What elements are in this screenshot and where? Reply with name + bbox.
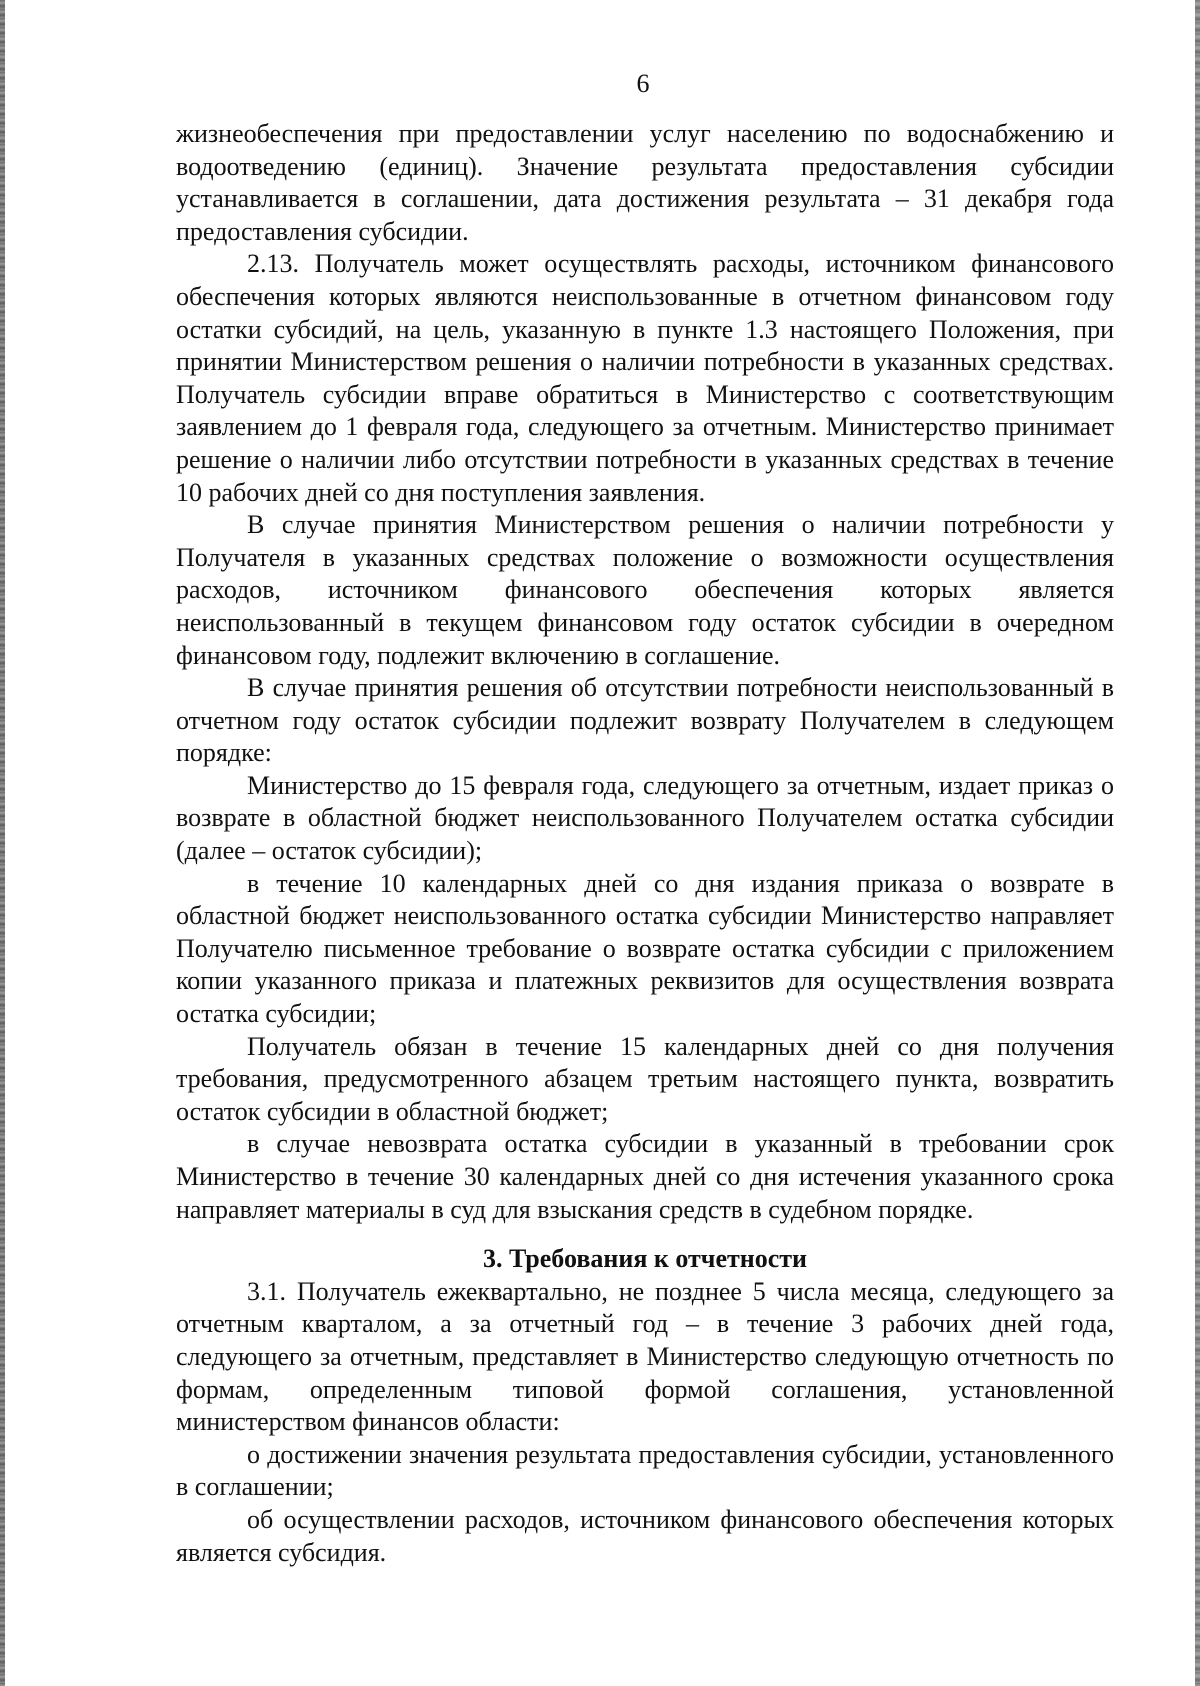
paragraph-return-obligation: Получатель обязан в течение 15 календарных дней со дня получения требования, предусмотренного абзацем третьим настоящего пункта, возвратить остаток субсидии в областной бюджет;	[176, 1031, 1114, 1126]
scan-edge-left	[0, 0, 5, 1686]
page-number: 6	[636, 69, 650, 98]
paragraph-continuation: жизнеобеспечения при предоставлении услуг населению по водоснабжению и водоотведению (единиц). Значение результата предоставления субсидии устанавливается в соглашении, дата достижения результата – 31 декабря года предоставления субсидии.	[176, 119, 1114, 246]
paragraph-2-13: 2.13. Получатель может осуществлять расходы, источником финансового обеспечения которых являются неиспользованные в отчетном финансовом году остатки субсидий, на цель, указанную в пункте 1.3 настоящего Положения, при принятии Министерством решения о наличии потребности в указанных средствах. Получатель субсидии вправе обратиться в Министерство с соответствующим заявлением до 1 февраля года, следующего за отчетным. Министерство принимает решение о наличии либо отсутствии потребности в указанных средствах в течение 10 рабочих дней со дня поступления заявления.	[176, 249, 1114, 507]
paragraph-no-need: В случае принятия решения об отсутствии потребности неиспользованный в отчетном году остаток субсидии подлежит возврату Получателем в следующем порядке:	[176, 673, 1114, 768]
paragraph-result-report: о достижении значения результата предоставления субсидии, установленного в соглашении;	[176, 1439, 1114, 1502]
paragraph-need-decision: В случае принятия Министерством решения о наличии потребности у Получателя в указанных средствах положение о возможности осуществления расходов, источником финансового обеспечения которых является неиспользованный в текущем финансовом году остаток субсидии в очередном финансовом году, подлежит включению в соглашение.	[176, 510, 1114, 670]
paragraph-3-1: 3.1. Получатель ежеквартально, не позднее 5 числа месяца, следующего за отчетным кварталом, а за отчетный год – в течение 3 рабочих дней года, следующего за отчетным, представляет в Министерство следующую отчетность по формам, определенным типовой формой соглашения, установленной министерством финансов области:	[176, 1276, 1114, 1437]
paragraph-court: в случае невозврата остатка субсидии в указанный в требовании срок Министерство в течение 30 календарных дней со дня истечения указанного срока направляет материалы в суд для взыскания средств в судебном порядке.	[176, 1129, 1114, 1224]
paragraph-expense-report: об осуществлении расходов, источником финансового обеспечения которых является субсидия.	[176, 1504, 1114, 1567]
section-heading-reporting: 3. Требования к отчетности	[482, 1244, 808, 1274]
paragraph-written-demand: в течение 10 календарных дней со дня издания приказа о возврате в областной бюджет неиспользованного остатка субсидии Министерство направляет Получателю письменное требование о возврате остатка субсидии с приложением копии указанного приказа и платежных реквизитов для осуществления возврата остатка субсидии;	[176, 868, 1114, 1029]
document-body	[176, 118, 1114, 1569]
paragraph-ministry-order: Министерство до 15 февраля года, следующего за отчетным, издает приказ о возврате в областной бюджет неиспользованного Получателем остатка субсидии (далее – остаток субсидии);	[176, 770, 1114, 866]
scan-edge-right	[1195, 0, 1200, 1686]
